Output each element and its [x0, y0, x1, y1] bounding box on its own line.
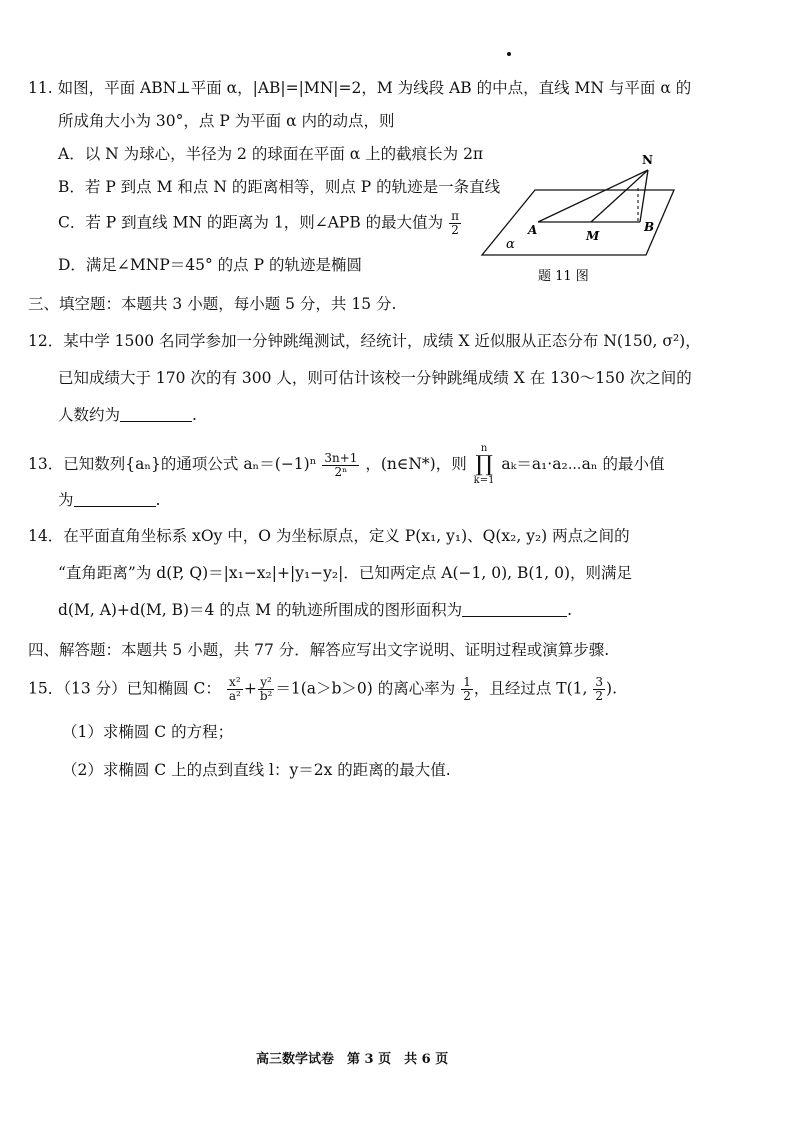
- segment-mn: [591, 170, 648, 222]
- fraction-eccentricity: [461, 676, 473, 703]
- q11-option-c-text: C．若 P 到直线 MN 的距离为 1，则∠APB 的最大值为: [58, 213, 444, 232]
- q13-fraction: [322, 452, 359, 479]
- frac-numerator: y²: [258, 676, 275, 690]
- frac-numerator: π: [451, 209, 459, 223]
- product-sign: ∏: [475, 452, 493, 477]
- section-4-heading: 四、解答题：本题共 5 小题，共 77 分．解答应写出文字说明、证明过程或演算步骤.: [28, 641, 610, 659]
- answer-blank[interactable]: [462, 601, 567, 617]
- label-b: B: [644, 220, 655, 234]
- q14-line3: [58, 600, 572, 620]
- q12-line3-text: 人数约为: [58, 406, 121, 424]
- frac-numerator: x²: [227, 676, 243, 690]
- answer-blank[interactable]: [120, 406, 192, 422]
- label-m: M: [586, 229, 600, 243]
- label-alpha: α: [506, 237, 515, 252]
- q14-line1: 14．在平面直角坐标系 xOy 中，O 为坐标原点，定义 P(x₁, y₁)、Q(x₂, y₂) 两点之间的: [28, 527, 630, 545]
- q11-option-a: A．以 N 为球心，半径为 2 的球面在平面 α 上的截痕长为 2π: [58, 145, 484, 163]
- q13-text-pre: 13．已知数列{aₙ}的通项公式 aₙ＝(−1)ⁿ: [28, 455, 317, 473]
- frac-denominator: b²: [259, 689, 273, 703]
- q15-part1: （1）求椭圆 C 的方程；: [62, 723, 234, 741]
- q13-line2-text: 为: [58, 491, 74, 509]
- q12-line2: 已知成绩大于 170 次的有 300 人，则可估计该校一分钟跳绳成绩 X 在 130～150 次之间的: [58, 369, 692, 387]
- q11-option-c: [58, 210, 462, 237]
- plus-sign: +: [243, 679, 257, 698]
- q15-text-mid2: ，且经过点 T(1,: [473, 679, 588, 698]
- q13-text-post: aₖ＝a₁·a₂⋯aₙ 的最小值: [501, 455, 665, 473]
- q14-line3-text: d(M, A)+d(M, B)＝4 的点 M 的轨迹所围成的图形面积为: [58, 601, 463, 619]
- frac-denominator: 2: [463, 689, 471, 703]
- frac-numerator: 3n+1: [324, 450, 358, 465]
- q13-line1: [28, 444, 664, 486]
- page-footer: 高三数学试卷 第 3 页 共 6 页: [256, 1052, 449, 1067]
- q11-line1: 11. 如图，平面 ABN⊥平面 α，|AB|=|MN|=2，M 为线段 AB 的中点，直线 MN 与平面 α 的: [28, 79, 692, 97]
- q15-part2: （2）求椭圆 C 上的点到直线 l：y＝2x 的距离的最大值.: [62, 761, 451, 779]
- fraction-x2-a2: [227, 676, 243, 703]
- fraction-y2-b2: [258, 676, 275, 703]
- frac-denominator: 2ⁿ: [334, 464, 348, 479]
- q12-line1: 12．某中学 1500 名同学参加一分钟跳绳测试，经统计，成绩 X 近似服从正态分布 N(150, σ²)，: [28, 332, 701, 350]
- frac-denominator: a²: [228, 689, 241, 703]
- frac-denominator: 2: [451, 223, 459, 237]
- label-a: A: [528, 223, 538, 237]
- q11-option-b: B．若 P 到点 M 和点 N 的距离相等，则点 P 的轨迹是一条直线: [58, 178, 501, 196]
- stray-dot: [507, 52, 511, 56]
- q13-text-mid: ，(n∈N*)，则: [365, 455, 467, 473]
- fraction-point-y: [593, 676, 605, 703]
- product-upper: n: [480, 443, 488, 454]
- answer-blank[interactable]: [74, 491, 156, 507]
- q11-figure: [478, 150, 688, 290]
- product-symbol: [474, 444, 495, 486]
- q14-line2: “直角距离”为 d(P, Q)＝|x₁−x₂|+|y₁−y₂|．已知两定点 A(−1, 0), B(1, 0)，则满足: [58, 564, 633, 582]
- segment-an: [538, 170, 648, 222]
- period: .: [155, 491, 161, 509]
- frac-denominator: 2: [595, 689, 604, 703]
- frac-numerator: 1: [463, 675, 471, 689]
- q11-option-d: D．满足∠MNP＝45° 的点 P 的轨迹是椭圆: [58, 256, 362, 274]
- segment-nb: [640, 170, 648, 222]
- period: .: [567, 601, 573, 619]
- q15-text-mid: ＝1(a＞b＞0) 的离心率为: [275, 679, 456, 698]
- frac-numerator: 3: [595, 675, 604, 689]
- q11-line2: 所成角大小为 30°，点 P 为平面 α 内的动点，则: [58, 112, 395, 130]
- section-3-heading: 三、填空题：本题共 3 小题，每小题 5 分，共 15 分.: [28, 295, 397, 313]
- q15-text-pre: 15．（13 分）已知椭圆 C：: [28, 679, 221, 698]
- q15-text-post: ).: [606, 679, 617, 698]
- q12-line3: [58, 405, 197, 425]
- label-n: N: [642, 153, 653, 167]
- q13-line2: [58, 490, 160, 510]
- figure-caption: 题 11 图: [538, 269, 589, 284]
- q11-option-c-fraction: [449, 210, 461, 237]
- product-lower: k=1: [473, 475, 495, 486]
- q15-line1: [28, 676, 617, 703]
- period: .: [192, 406, 197, 424]
